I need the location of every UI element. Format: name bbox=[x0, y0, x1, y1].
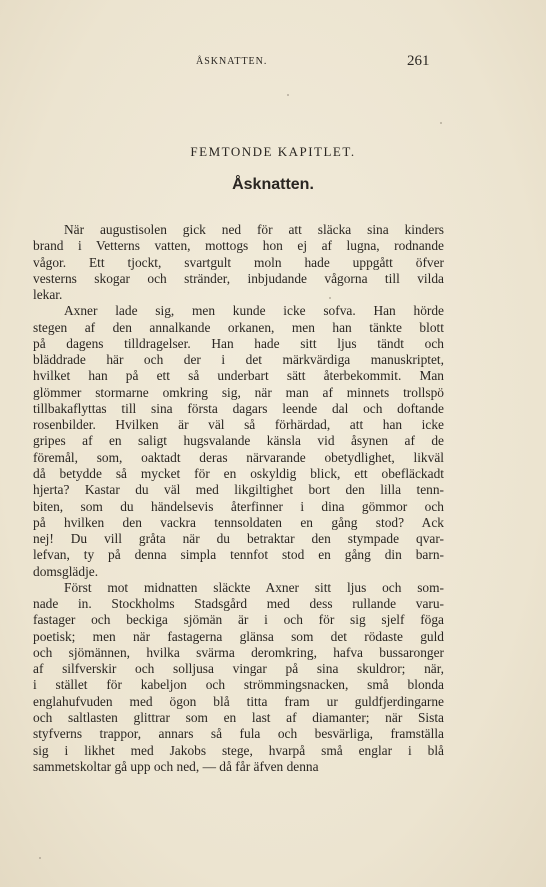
text-line: hjerta? Kastar du väl med likgiltighet bort den lilla tenn- bbox=[33, 482, 444, 498]
paper-speck bbox=[39, 857, 41, 859]
text-line: stegen af den annalkande orkanen, men han tänkte blott bbox=[33, 319, 444, 335]
text-line: lekar. bbox=[33, 287, 63, 303]
body-text bbox=[33, 222, 444, 775]
text-line: lefvan, ty på denna simpla tennfot stod en gång din barn- bbox=[33, 547, 444, 563]
text-line: nade in. Stockholms Stadsgård med dess rullande varu- bbox=[33, 596, 444, 612]
text-line: brand i Vetterns vatten, mottogs hon ej af lugna, rodnande bbox=[33, 238, 444, 254]
paragraph-first-line: Först mot midnatten släckte Axner sitt ljus och som- bbox=[64, 579, 444, 595]
paragraph-first-line: Axner lade sig, men kunde icke sofva. Han hörde bbox=[64, 303, 444, 319]
text-line: rosenbilder. Hvilken är väl så förhärdad, att han icke bbox=[33, 417, 444, 433]
text-line: då betydde så mycket för en oskyldig blick, ett obefläckadt bbox=[33, 465, 444, 481]
text-line: tillbakaflyttas till sina första dagars leende dal och doftande bbox=[33, 400, 444, 416]
text-line: vesterns skogar och stränder, inbjudande vågorna till vilda bbox=[33, 270, 444, 286]
running-head: ÅSKNATTEN. bbox=[196, 56, 268, 67]
text-line: och saltlasten glittrar som en last af diamanter; när Sista bbox=[33, 709, 444, 725]
paragraph-first-line: När augustisolen gick ned för att släcka sina kinders bbox=[64, 222, 444, 237]
text-line: domsglädje. bbox=[33, 563, 99, 579]
text-line: gripes af en saligt hugsvalande känsla vid åsynen af de bbox=[33, 433, 444, 449]
text-line: bläddrade här och der i det märkvärdiga manuskriptet, bbox=[33, 352, 444, 368]
text-line: på hvilken den vackra tennsoldaten en gång stod? Ack bbox=[33, 514, 444, 530]
text-line: biten, som du händelsevis återfinner i dina gömmor och bbox=[33, 498, 444, 514]
text-line: fastager och beckiga sjömän är i och för sig sjelf föga bbox=[33, 612, 444, 628]
text-line: föremål, som, oaktadt deras närvarande obetydlighet, likväl bbox=[33, 449, 444, 465]
text-line: sammetskoltar gå upp och ned, — då får äfven denna bbox=[33, 758, 319, 774]
text-line: och sjömännen, hvilka svärma deromkring, hafva bussaronger bbox=[33, 644, 444, 660]
text-line: glömmer stormarne omkring sig, när man af minnets trollspö bbox=[33, 384, 444, 400]
text-line: styfverns trappor, annars så fula och besvärliga, framställa bbox=[33, 726, 444, 742]
text-line: vågor. Ett tjockt, svartgult moln hade uppgått öfver bbox=[33, 254, 444, 270]
paper-speck bbox=[440, 122, 442, 124]
chapter-heading: FEMTONDE KAPITLET. bbox=[190, 144, 356, 159]
text-line: i stället för kabeljon och strömmingsnacken, små blonda bbox=[33, 677, 444, 693]
text-line: af silfverskir och solljusa vingar på sina skuldror; när, bbox=[33, 661, 444, 677]
text-line: på dagens tilldragelser. Han hade sitt ljus tändt och bbox=[33, 335, 444, 351]
text-line: englahufvuden med ögon blå titta fram ur guldfjerdingarne bbox=[33, 693, 444, 709]
text-line: hvilket han på ett så underbart sätt återbekommit. Man bbox=[33, 368, 444, 384]
text-line: poetisk; men när fastagerna glänsa som det rödaste guld bbox=[33, 628, 444, 644]
paper-speck bbox=[329, 297, 331, 299]
page-number: 261 bbox=[407, 53, 430, 69]
paper-speck bbox=[287, 94, 289, 96]
chapter-title: Åsknatten. bbox=[232, 176, 314, 193]
text-line: sig i likhet med Jakobs stege, hvarpå små englar i blå bbox=[33, 742, 444, 758]
text-line: nej! Du vill gråta när du betraktar den stympade qvar- bbox=[33, 531, 444, 547]
